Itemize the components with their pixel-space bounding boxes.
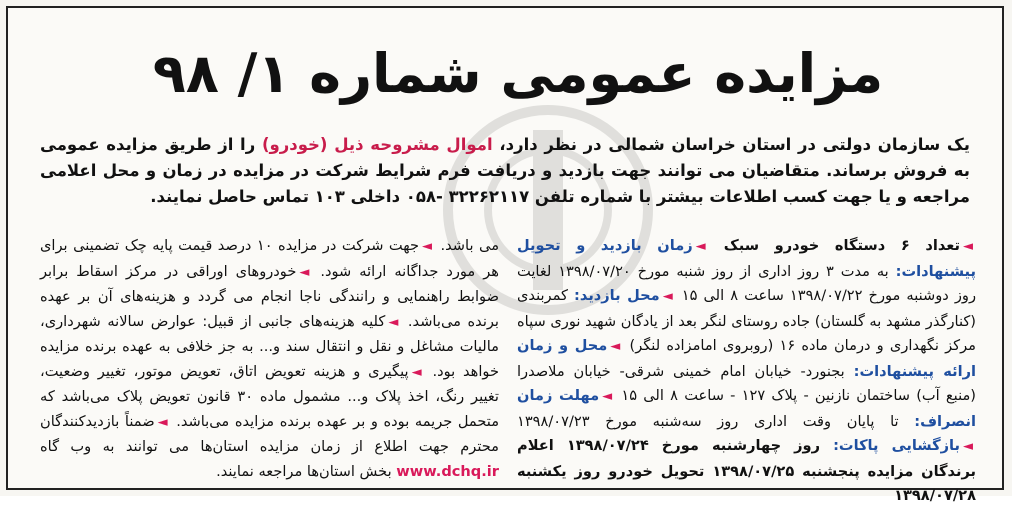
ad-frame bbox=[6, 6, 1004, 504]
bullet-icon: ◄ bbox=[602, 389, 613, 404]
left-p5: پیگیری و هزینه تعویض اتاق، تعویض موتور، تغییر وضعیت، تغییر رنگ، اخذ پلاک و... مشمول ماده ۳۰ قانون تعویض پلاک می‌باشد که متحمل جریمه بوده و بر عهده برنده مزایده می‌باشد. bbox=[40, 362, 500, 430]
left-p3: خودروهای اوراقی در مرکز اسقاط برابر ضوابط راهنمایی و رانندگی ناجا انجام می گردد و هزینه‌های آن بر عهده برنده می‌باشد. bbox=[40, 262, 499, 330]
bullet-icon: ◄ bbox=[963, 439, 973, 454]
intro-highlight: اموال مشروحه ذیل (خودرو) bbox=[261, 135, 493, 154]
left-p6: ضمناً بازدیدکنندگان محترم جهت اطلاع از زمان مزایده استان‌ها می توانند به وب گاه bbox=[40, 412, 499, 455]
left-p7: بخش استان‌ها مراجعه نمایند. bbox=[216, 462, 397, 480]
bullet-icon: ◄ bbox=[411, 364, 422, 380]
visit-place-text: کمربندی (کنارگذر مشهد به گلستان) جاده روستای لنگر بعد از یادگان شهید نوری سپاه مرکز نگهداری و درمان ماده ۱۶ (روبروی امامزاده لنگر) bbox=[517, 287, 977, 354]
bullet-icon: ◄ bbox=[422, 239, 432, 254]
bullet-icon: ◄ bbox=[695, 239, 706, 254]
left-p2: جهت شرکت در مزایده ۱۰ درصد قیمت پایه چک تضمینی برای هر مورد جداگانه ارائه شود. bbox=[40, 237, 499, 280]
bullet-icon: ◄ bbox=[963, 239, 973, 254]
right-column bbox=[517, 234, 977, 504]
left-p1: می باشد. bbox=[440, 237, 500, 254]
visit-time-label: زمان بازدید و تحویل پیشنهادات: bbox=[517, 237, 976, 280]
intro-text-a: یک سازمان دولتی در استان خراسان شمالی در نظر دارد، bbox=[492, 135, 970, 154]
intro-paragraph bbox=[40, 132, 970, 210]
withdraw-deadline-text: تا پایان وقت اداری روز سه‌شنبه مورخ ۱۳۹۸/۰۷/۲۳ bbox=[517, 412, 915, 430]
offer-place-text: بجنورد- خیابان امام خمینی شرقی- خیابان ملاصدرا (منبع آب) ساختمان نازنین - پلاک ۱۲۷ - ساعت ۸ الی ۱۵ bbox=[517, 362, 977, 404]
bullet-icon: ◄ bbox=[388, 314, 399, 330]
left-p4: کلیه هزینه‌های جانبی از قبیل: عوارض سالانه شهرداری، مالیات مشاغل و نقل و انتقال سند و... به جز خلافی به عهده برنده مزایده خواهد بود. bbox=[40, 312, 499, 380]
offer-place-label: محل و زمان ارائه پیشنهادات: bbox=[517, 337, 976, 380]
bullet-icon: ◄ bbox=[157, 414, 168, 430]
ad-content bbox=[18, 20, 992, 504]
opening-text: روز چهارشنبه مورخ ۱۳۹۸/۰۷/۲۴ اعلام برندگان مزایده پنجشنبه ۱۳۹۸/۰۷/۲۵ تحویل خودرو روز یکشنبه ۱۳۹۸/۰۷/۲۸ bbox=[517, 437, 977, 504]
website-link[interactable]: www.dchq.ir bbox=[396, 462, 499, 480]
bullet-icon: ◄ bbox=[610, 339, 621, 354]
details-columns bbox=[40, 234, 977, 504]
visit-place-label: محل بازدید: bbox=[574, 287, 660, 304]
visit-time-text: به مدت ۳ روز اداری از روز شنبه مورخ ۱۳۹۸/۰۷/۲۰ لغایت روز دوشنبه مورخ ۱۳۹۸/۰۷/۲۲ ساعت ۸ الی ۱۵ bbox=[517, 262, 977, 304]
bullet-icon: ◄ bbox=[662, 289, 673, 304]
item-count: تعداد ۶ دستگاه خودرو سبک bbox=[723, 237, 960, 254]
intro-text-b: را از طریق مزایده عمومی به فروش برساند. متقاضیان می توانند جهت بازدید و دریافت فرم شرایط شرکت در مزایده در زمان و محل اعلامی مراجعه و یا جهت کسب اطلاعات بیشتر با شماره تلفن ۳۲۲۶۲۱۱۷ -۰۵۸ داخلی ۱۰۳ تماس حاصل نمایند. bbox=[40, 135, 970, 206]
left-column bbox=[40, 234, 500, 480]
bullet-icon: ◄ bbox=[299, 264, 310, 280]
auction-title: مزایده عمومی شماره ۱/ ۹۸ bbox=[152, 41, 884, 105]
withdraw-deadline-label: مهلت زمان انصراف: bbox=[517, 387, 976, 430]
opening-label: بازگشایی پاکات: bbox=[833, 437, 960, 454]
